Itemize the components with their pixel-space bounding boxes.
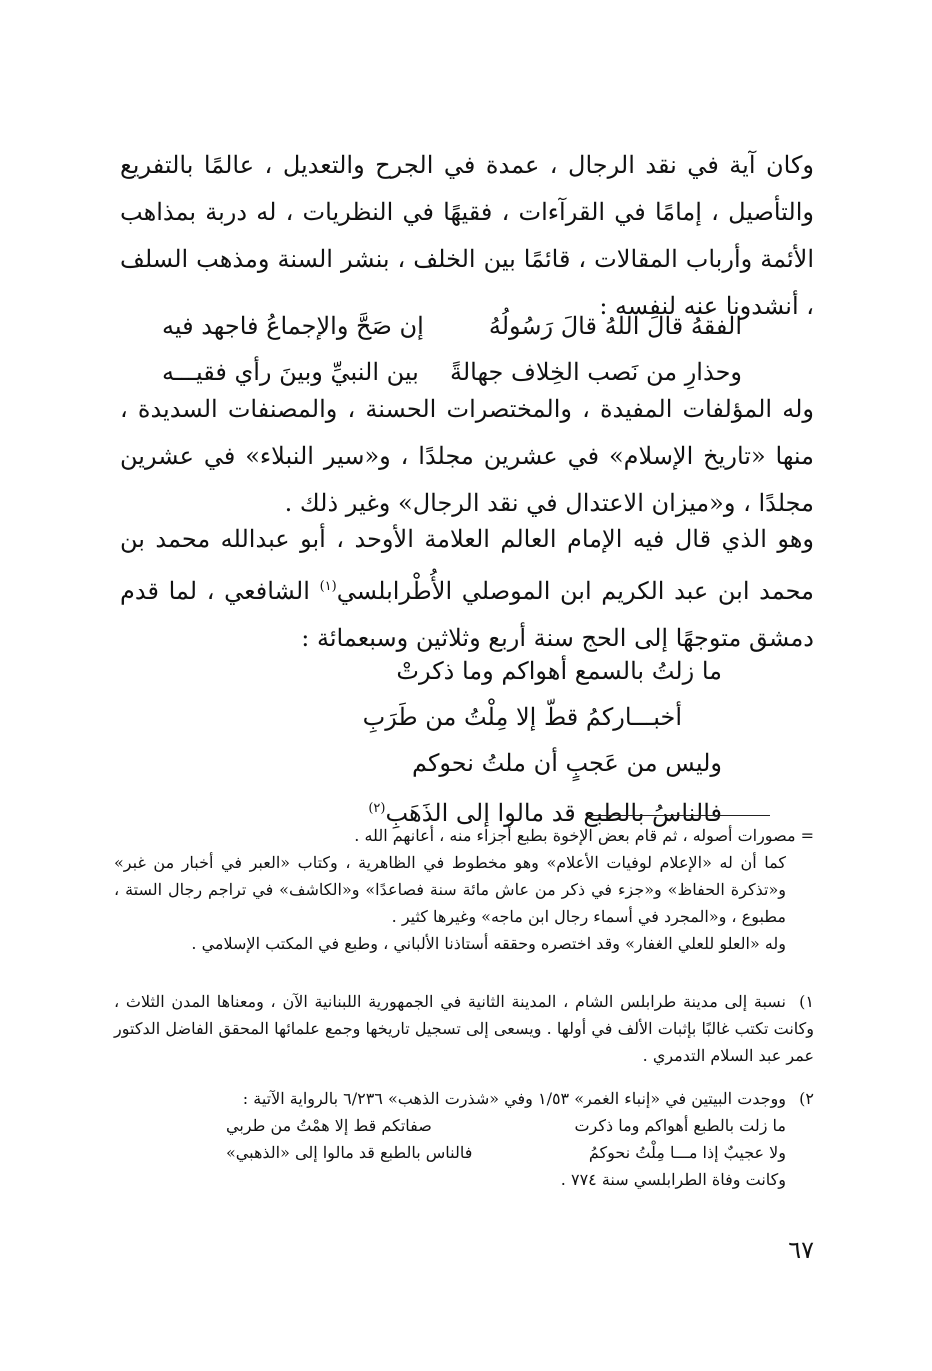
poem-verse bbox=[162, 303, 742, 349]
paragraph-tripolitan bbox=[120, 516, 814, 662]
footnote-verse bbox=[226, 1112, 814, 1139]
footnote-ref-2: (٢) bbox=[368, 801, 386, 816]
footnote-ref-1: (١) bbox=[319, 579, 337, 594]
paragraph-biography: وكان آية في نقد الرجال ، عمدة في الجرح والتعديل ، عالمًا بالتفريع والتأصيل ، إمامًا في القرآءات ، فقيهًا في النظريات ، له دربة بمذاهب الأئمة وأرباب المقالات ، قائمًا بين الخلف ، بنشر السنة ومذهب السلف ، أنشدونا عنه لنفسه : bbox=[120, 151, 814, 320]
paragraph-text: الشافعي ، لما قدم دمشق متوجهًا إلى الحج سنة أربع وثلاثين وسبعمائة : bbox=[120, 577, 814, 652]
footnote-2 bbox=[114, 1085, 814, 1193]
footnote-marker: ٢) bbox=[799, 1089, 814, 1108]
footnote-continuation bbox=[114, 822, 814, 957]
footnote-verse bbox=[226, 1139, 814, 1166]
page-number: ٦٧ bbox=[788, 1236, 814, 1264]
poem-hemistich: ولا عجيبٌ إذا مـــا مِلْتُ نحوكمُ bbox=[588, 1143, 786, 1162]
paragraph-text: وهو الذي قال فيه الإمام العالم العلامة الأوحد ، أبو عبدالله محمد بن محمد ابن عبد الكريم ابن الموصلي الأُطْرابلسي bbox=[120, 525, 815, 605]
poem-hemistich: فالناس بالطبع قد مالوا إلى «الذهبي» bbox=[226, 1143, 473, 1162]
footnote-line: كما أن له «الإعلام لوفيات الأعلام» وهو مخطوط في الظاهرية ، وكتاب «العبر في أخبار من غبر» و«تذكرة الحفاظ» و«جزء في ذكر من عاش مائة سنة فصاعدًا» و«الكاشف» في تراجم رجال الستة ، مطبوع ، و«المجرد في أسماء رجال ابن ماجه» وغيرها كثير . bbox=[114, 853, 787, 926]
footnote-line: وله «العلو للعلي الغفار» وقد اختصره وحققه أستاذنا الألباني ، وطبع في المكتب الإسلامي . bbox=[191, 934, 786, 953]
poem-fiqh bbox=[162, 303, 742, 395]
footnote-line: = مصورات أصوله ، ثم قام بعض الإخوة بطبع أجزاء منه ، أعانهم الله . bbox=[354, 826, 814, 845]
poem-line: وليس من عَجبٍ أن ملتُ نحوكم bbox=[411, 749, 722, 777]
poem-hemistich: الفقهُ قالَ اللهُ قالَ رَسُولُهُ bbox=[488, 312, 742, 340]
footnote-1 bbox=[114, 988, 814, 1069]
poem-line-text: فالناسُ بالطبع قد مالوا إلى الذَهَبِ bbox=[385, 799, 722, 827]
footnote-separator bbox=[589, 815, 770, 816]
footnote-line: وكانت وفاة الطرابلسي سنة ٧٧٤ . bbox=[560, 1170, 786, 1189]
poem-hemistich: وحذارِ من نَصب الخِلاف جهالةً bbox=[449, 358, 742, 386]
poem-tripolitan bbox=[162, 648, 722, 832]
footnote-text: نسبة إلى مدينة طرابلس الشام ، المدينة الثانية في الجمهورية اللبنانية الآن ، ومعناها المدن الثلاث ، وكانت تكتب غالبًا بإثبات الألف في أولها . ويسعى إلى تسجيل تاريخها وجمع علمائها المحقق الفاضل الدكتور عمر عبد السلام التدمري . bbox=[114, 992, 814, 1065]
poem-hemistich: ما زلت بالطبع أهواكم وما ذكرت bbox=[574, 1116, 786, 1135]
footnote-text: ووجدت البيتين في «إنباء الغمر» ١/٥٣ وفي «شذرت الذهب» ٦/٢٣٦ بالرواية الآتية : bbox=[242, 1089, 786, 1108]
poem-line: ما زلتُ بالسمع أهواكم وما ذكرتْ bbox=[396, 657, 722, 685]
footnote-line bbox=[114, 1085, 814, 1112]
poem-line: أخبـــاركمُ قطّ إلا مِلْتُ من طَرَبِ bbox=[362, 703, 682, 731]
poem-hemistich: صفاتكم قط إلا همْتُ من طربي bbox=[226, 1116, 432, 1135]
poem-hemistich: بين النبيِّ وبينَ رأي فقيـــه bbox=[162, 358, 419, 386]
footnote-marker: ١) bbox=[799, 992, 814, 1011]
paragraph-works: وله المؤلفات المفيدة ، والمختصرات الحسنة ، والمصنفات السديدة ، منها «تاريخ الإسلام» في عشرين مجلدًا ، و«سير النبلاء» في عشرين مجلدًا ، و«ميزان الاعتدال في نقد الرجال» وغير ذلك . bbox=[120, 395, 814, 517]
poem-hemistich: إن صَحَّ والإجماعُ فاجهد فيه bbox=[162, 312, 424, 340]
